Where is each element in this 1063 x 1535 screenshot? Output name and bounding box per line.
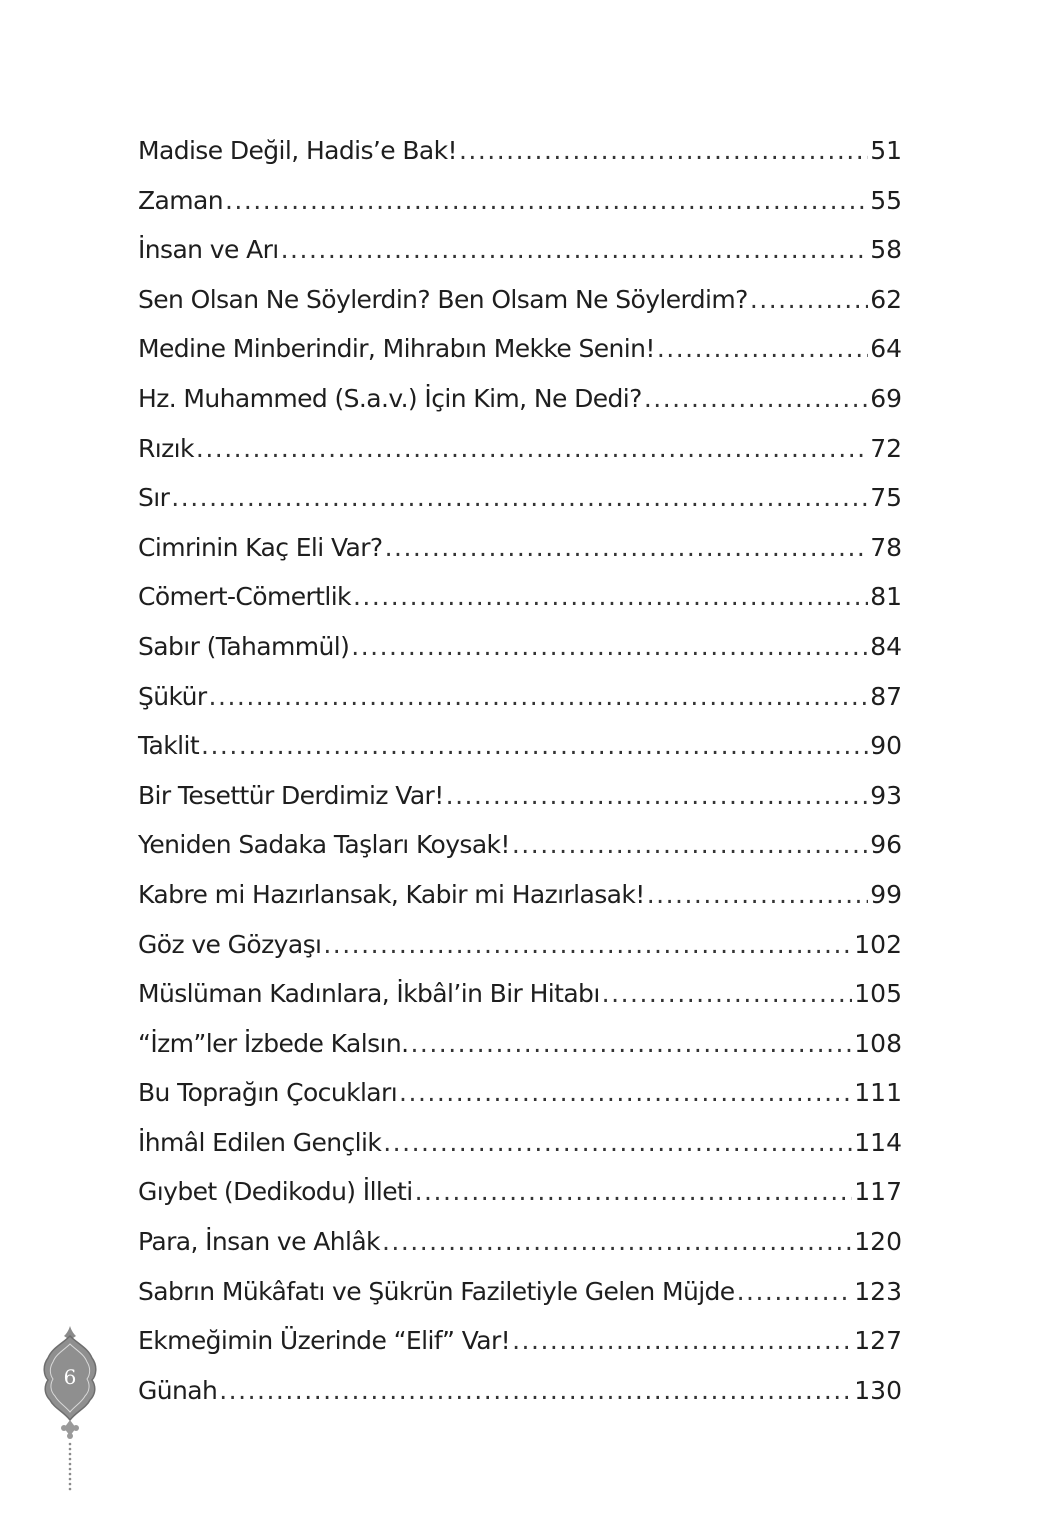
toc-entry-page-number: 81	[870, 582, 902, 612]
toc-entry-title: Rızık	[138, 433, 194, 463]
dot-leader	[399, 1068, 852, 1118]
dot-leader	[737, 1267, 853, 1317]
toc-entry	[138, 225, 902, 275]
dot-leader	[219, 1366, 852, 1416]
toc-entry-title: Kabre mi Hazırlansak, Kabir mi Hazırlasak!	[138, 879, 645, 909]
dot-leader	[351, 622, 868, 672]
toc-entry-title: Müslüman Kadınlara, İkbâl’in Bir Hitabı	[138, 979, 600, 1009]
toc-entry-page-number: 117	[854, 1177, 902, 1207]
toc-entry-page-number: 69	[870, 383, 902, 413]
dot-leader	[353, 572, 868, 622]
toc-entry-title: Yeniden Sadaka Taşları Koysak!	[138, 830, 510, 860]
toc-entry-page-number: 130	[854, 1375, 902, 1405]
toc-entry-page-number: 78	[870, 532, 902, 562]
dot-leader	[647, 870, 869, 920]
page-number: 6	[63, 1365, 77, 1389]
toc-entry	[138, 1267, 902, 1317]
toc-entry-page-number: 111	[854, 1078, 902, 1108]
toc-entry-title: Hz. Muhammed (S.a.v.) İçin Kim, Ne Dedi?	[138, 383, 642, 413]
toc-entry	[138, 920, 902, 970]
toc-entry-title: Gıybet (Dedikodu) İlleti	[138, 1177, 413, 1207]
toc-entry	[138, 870, 902, 920]
toc-entry-title: Sen Olsan Ne Söylerdin? Ben Olsam Ne Söylerdim?	[138, 284, 748, 314]
toc-entry-page-number: 62	[870, 284, 902, 314]
dot-leader	[209, 672, 869, 722]
toc-entry-title: Bu Toprağın Çocukları	[138, 1078, 398, 1108]
toc-entry-page-number: 93	[870, 780, 902, 810]
toc-entry	[138, 473, 902, 523]
table-of-contents	[138, 126, 902, 1415]
toc-entry-title: Para, İnsan ve Ahlâk	[138, 1227, 380, 1257]
dot-leader	[171, 473, 868, 523]
toc-entry	[138, 1019, 902, 1069]
toc-entry-page-number: 55	[870, 185, 902, 215]
toc-entry	[138, 721, 902, 771]
dot-leader	[196, 424, 868, 474]
dot-leader	[385, 523, 869, 573]
toc-entry-page-number: 64	[870, 334, 902, 364]
toc-entry-title: Sabrın Mükâfatı ve Şükrün Faziletiyle Gelen Müjde	[138, 1276, 735, 1306]
dot-leader	[201, 721, 868, 771]
dot-leader	[410, 1019, 852, 1069]
toc-entry	[138, 126, 902, 176]
dot-leader	[415, 1167, 853, 1217]
toc-entry-page-number: 114	[854, 1127, 902, 1157]
toc-entry	[138, 820, 902, 870]
dot-leader	[446, 771, 869, 821]
toc-entry-title: Sabır (Tahammül)	[138, 631, 350, 661]
toc-entry-page-number: 51	[870, 136, 902, 165]
dot-leader	[512, 1316, 852, 1366]
toc-entry	[138, 424, 902, 474]
toc-entry-page-number: 84	[870, 631, 902, 661]
dot-leader	[750, 275, 868, 325]
toc-entry	[138, 324, 902, 374]
toc-entry-title: Cimrinin Kaç Eli Var?	[138, 532, 383, 562]
dot-leader	[383, 1118, 852, 1168]
dot-leader	[644, 374, 868, 424]
toc-entry-page-number: 108	[854, 1028, 902, 1058]
toc-entry-page-number: 72	[870, 433, 902, 463]
dot-leader	[602, 969, 853, 1019]
toc-entry	[138, 622, 902, 672]
toc-entry-title: Medine Minberindir, Mihrabın Mekke Senin!	[138, 334, 655, 364]
toc-entry-title: Taklit	[138, 731, 200, 761]
toc-entry	[138, 1167, 902, 1217]
toc-entry	[138, 771, 902, 821]
toc-entry	[138, 176, 902, 226]
toc-entry-title: Şükür	[138, 681, 207, 711]
toc-entry-page-number: 99	[870, 879, 902, 909]
dot-leader	[657, 324, 868, 374]
toc-entry-title: Madise Değil, Hadis’e Bak!	[138, 136, 457, 165]
toc-entry	[138, 969, 902, 1019]
toc-entry	[138, 1366, 902, 1416]
dot-leader	[225, 176, 868, 226]
toc-entry-title: Sır	[138, 483, 170, 513]
toc-entry-title: Göz ve Gözyaşı	[138, 929, 322, 959]
toc-entry	[138, 1217, 902, 1267]
toc-entry	[138, 523, 902, 573]
toc-entry-page-number: 123	[854, 1276, 902, 1306]
toc-entry-title: Günah	[138, 1375, 218, 1405]
toc-entry-title: Bir Tesettür Derdimiz Var!	[138, 780, 444, 810]
dot-leader	[382, 1217, 852, 1267]
toc-entry	[138, 672, 902, 722]
toc-entry	[138, 1068, 902, 1118]
toc-entry-page-number: 102	[854, 929, 902, 959]
toc-entry	[138, 1118, 902, 1168]
toc-entry	[138, 1316, 902, 1366]
toc-entry-title: Cömert-Cömertlik	[138, 582, 351, 612]
toc-entry-page-number: 90	[870, 731, 902, 761]
toc-entry-title: Zaman	[138, 185, 223, 215]
toc-entry	[138, 275, 902, 325]
toc-entry-page-number: 58	[870, 235, 902, 265]
toc-entry-page-number: 96	[870, 830, 902, 860]
dot-leader	[281, 225, 869, 275]
toc-entry-title: “İzm”ler İzbede Kalsın.	[138, 1028, 409, 1058]
toc-entry-page-number: 87	[870, 681, 902, 711]
toc-entry	[138, 374, 902, 424]
toc-entry-page-number: 127	[854, 1326, 902, 1356]
ornamental-medallion-icon	[38, 1322, 102, 1497]
toc-entry-title: Ekmeğimin Üzerinde “Elif” Var!	[138, 1326, 511, 1356]
toc-entry-title: İnsan ve Arı	[138, 235, 279, 265]
dot-leader	[459, 126, 868, 176]
dot-leader	[323, 920, 852, 970]
toc-entry	[138, 572, 902, 622]
toc-entry-page-number: 75	[870, 483, 902, 513]
toc-entry-page-number: 105	[854, 979, 902, 1009]
toc-entry-title: İhmâl Edilen Gençlik	[138, 1127, 382, 1157]
toc-entry-page-number: 120	[854, 1227, 902, 1257]
dot-leader	[512, 820, 868, 870]
